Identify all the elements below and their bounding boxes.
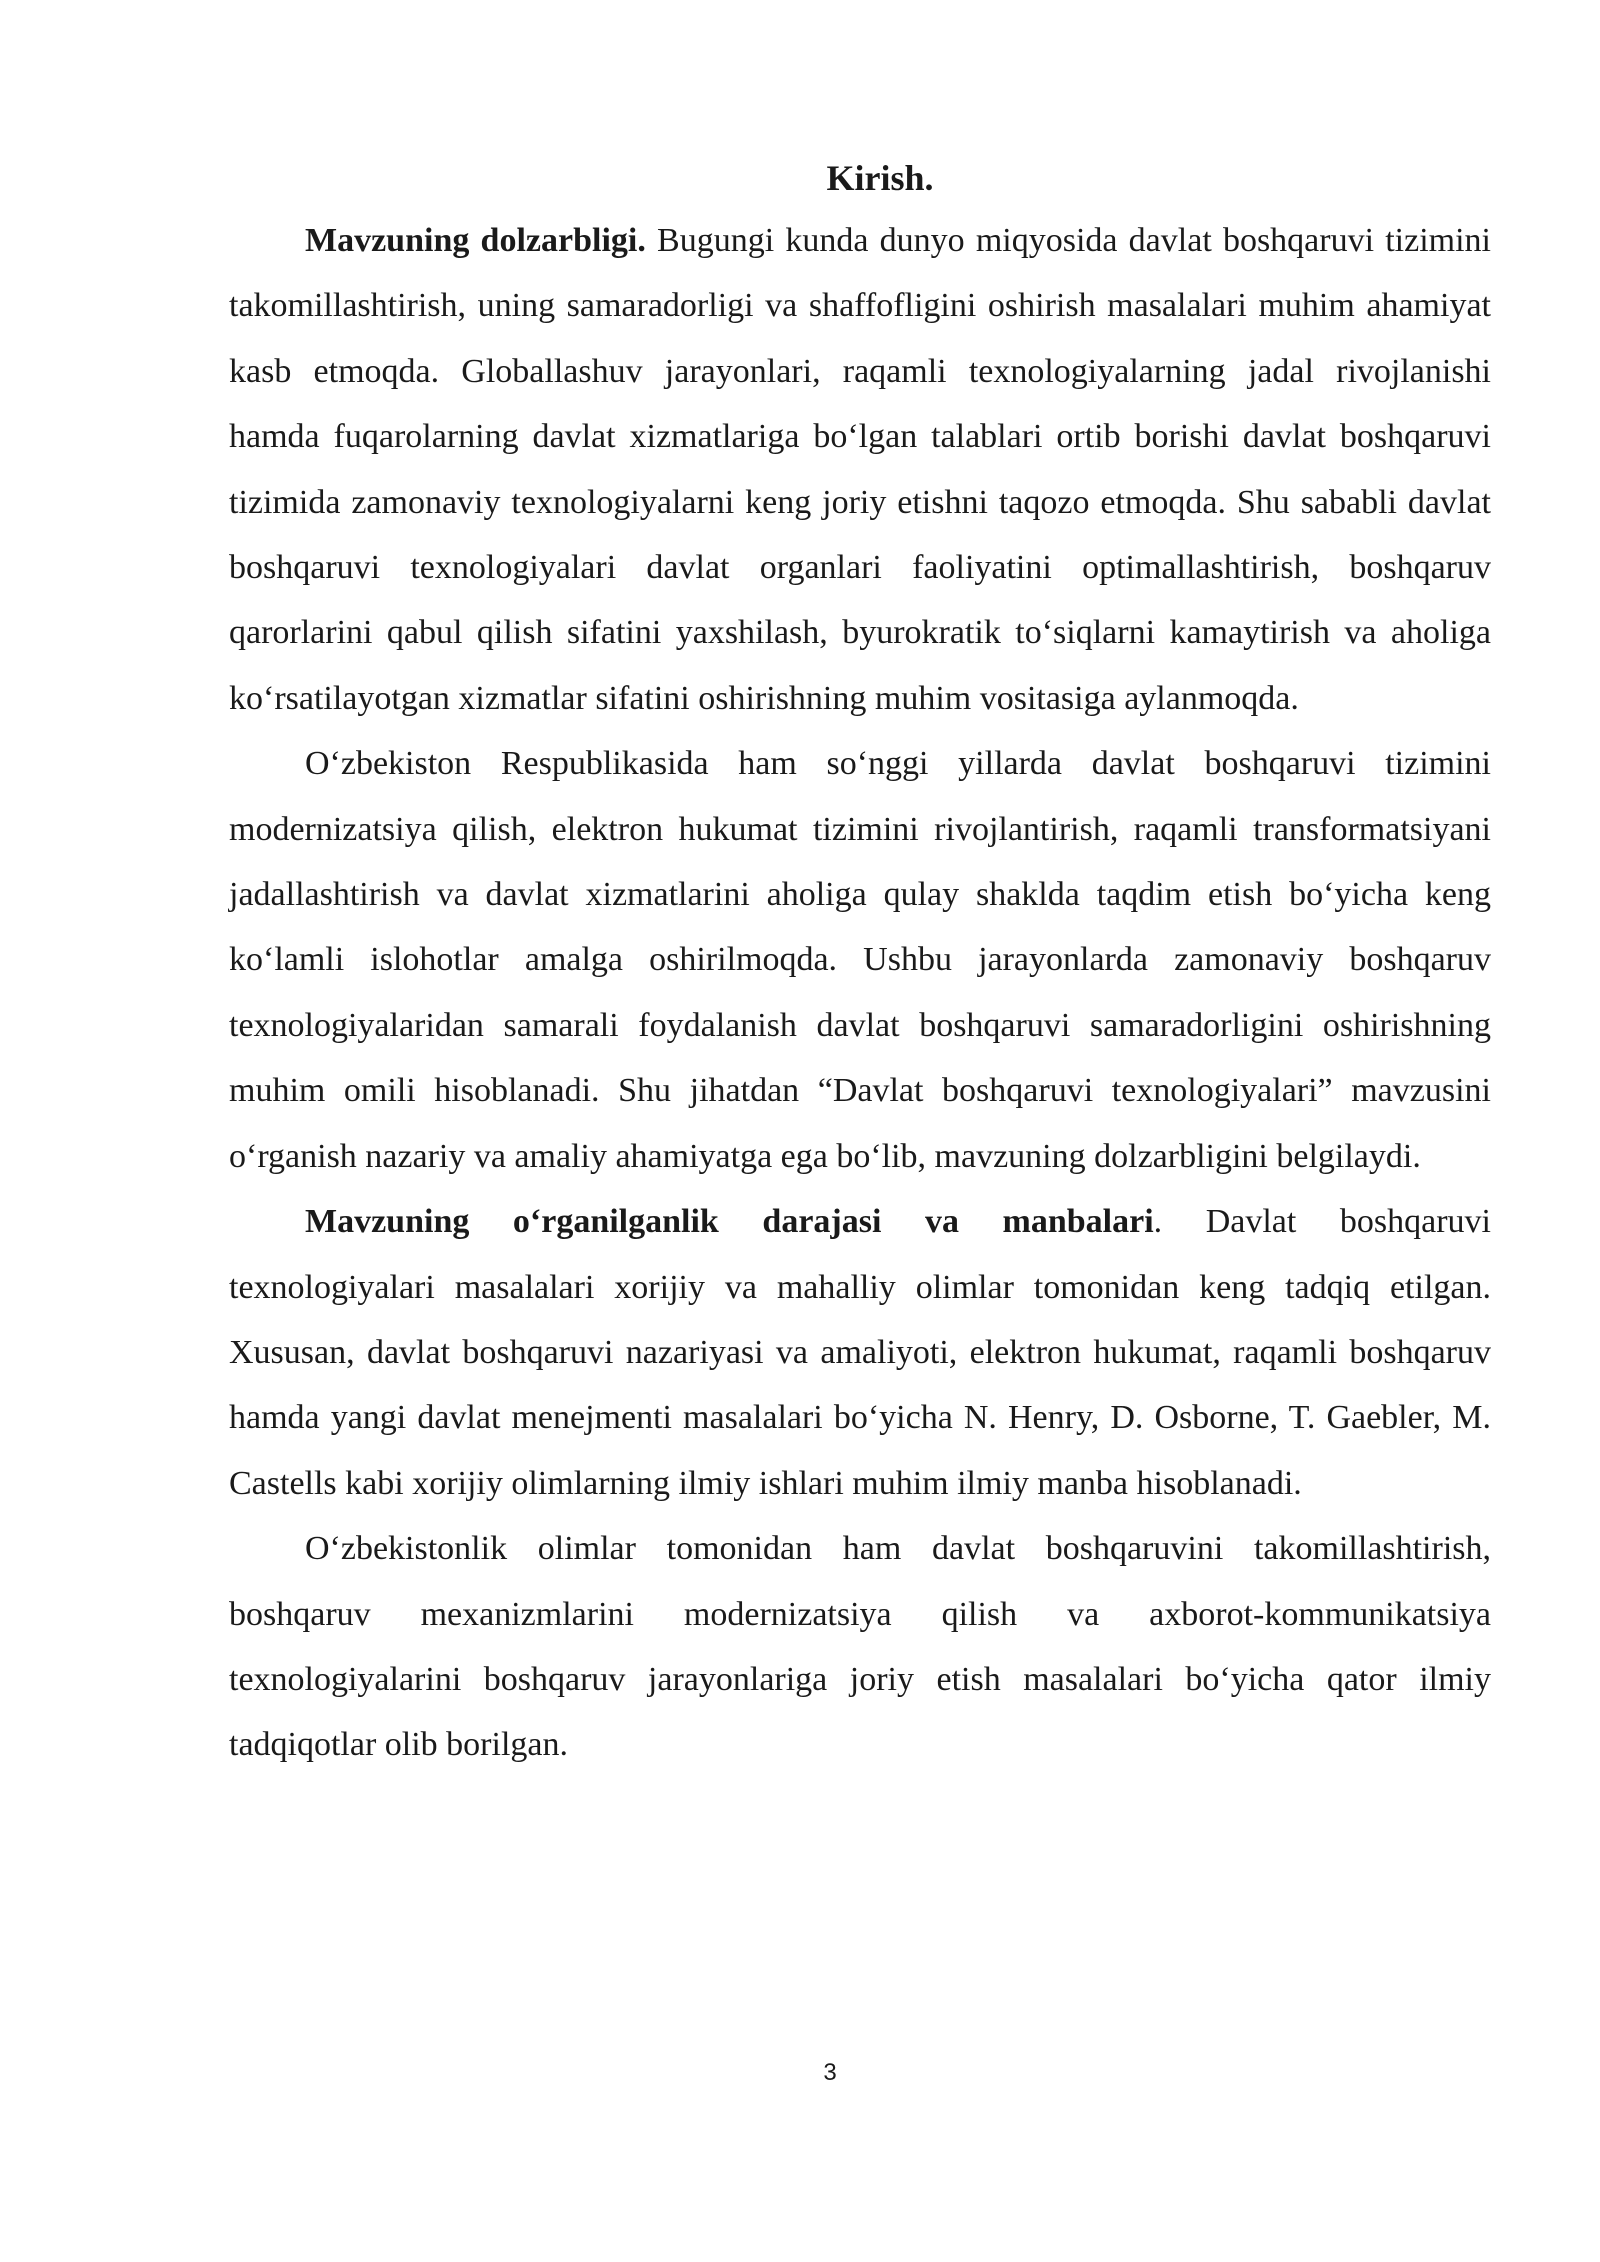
paragraph-text: Bugungi kunda dunyo miqyosida davlat boshqaruvi tizimini takomillashtirish, uning samaradorligi va shaffofligini oshirish masalalari muhim ahamiyat kasb etmoqda. Globallashuv jarayonlari, raqamli texnologiyalarning jadal rivojlanishi hamda fuqarolarning davlat xizmatlariga bo‘lgan talablari ortib borishi davlat boshqaruvi tizimida zamonaviy texnologiyalarni keng joriy etishni taqozo etmoqda. Shu sababli davlat boshqaruvi texnologiyalari davlat organlari faoliyatini optimallashtirish, boshqaruv qarorlarini qabul qilish sifatini yaxshilash, byurokratik to‘siqlarni kamaytirish va aholiga ko‘rsatilayotgan xizmatlar sifatini oshirishning muhim vositasiga aylanmoqda.: [229, 222, 1492, 717]
document-page: [229, 148, 1491, 1778]
paragraph-lead: Mavzuning dolzarbligi.: [305, 222, 646, 259]
paragraph-relevance: [229, 208, 1491, 731]
paragraph-text: . Davlat boshqaruvi texnologiyalari masalalari xorijiy va mahalliy olimlar tomonidan keng tadqiq etilgan. Xususan, davlat boshqaruvi nazariyasi va amaliyoti, elektron hukumat, raqamli boshqaruv hamda yangi davlat menejmenti masalalari bo‘yicha N. Henry, D. Osborne, T. Gaebler, M. Castells kabi xorijiy olimlarning ilmiy ishlari muhim ilmiy manba hisoblanadi.: [229, 1203, 1491, 1502]
paragraph-literature-review: [229, 1189, 1491, 1516]
paragraph-lead: Mavzuning o‘rganilganlik darajasi va manbalari: [305, 1203, 1154, 1241]
page-number: 3: [823, 2059, 837, 2086]
paragraph-local-scholars: [229, 1516, 1491, 1778]
paragraph-uzbekistan-reforms: [229, 731, 1491, 1189]
section-title: Kirish.: [826, 158, 934, 198]
paragraph-text: O‘zbekistonlik olimlar tomonidan ham davlat boshqaruvini takomillashtirish, boshqaruv mexanizmlarini modernizatsiya qilish va axborot-kommunikatsiya texnologiyalarini boshqaruv jarayonlariga joriy etish masalalari bo‘yicha qator ilmiy tadqiqotlar olib borilgan.: [229, 1530, 1491, 1764]
paragraph-text: O‘zbekiston Respublikasida ham so‘nggi yillarda davlat boshqaruvi tizimini modernizatsiya qilish, elektron hukumat tizimini rivojlantirish, raqamli transformatsiyani jadallashtirish va davlat xizmatlarini aholiga qulay shaklda taqdim etish bo‘yicha keng ko‘lamli islohotlar amalga oshirilmoqda. Ushbu jarayonlarda zamonaviy boshqaruv texnologiyalaridan samarali foydalanish davlat boshqaruvi samaradorligini oshirishning muhim omili hisoblanadi. Shu jihatdan “Davlat boshqaruvi texnologiyalari” mavzusini o‘rganish nazariy va amaliy ahamiyatga ega bo‘lib, mavzuning dolzarbligini belgilaydi.: [229, 745, 1491, 1175]
